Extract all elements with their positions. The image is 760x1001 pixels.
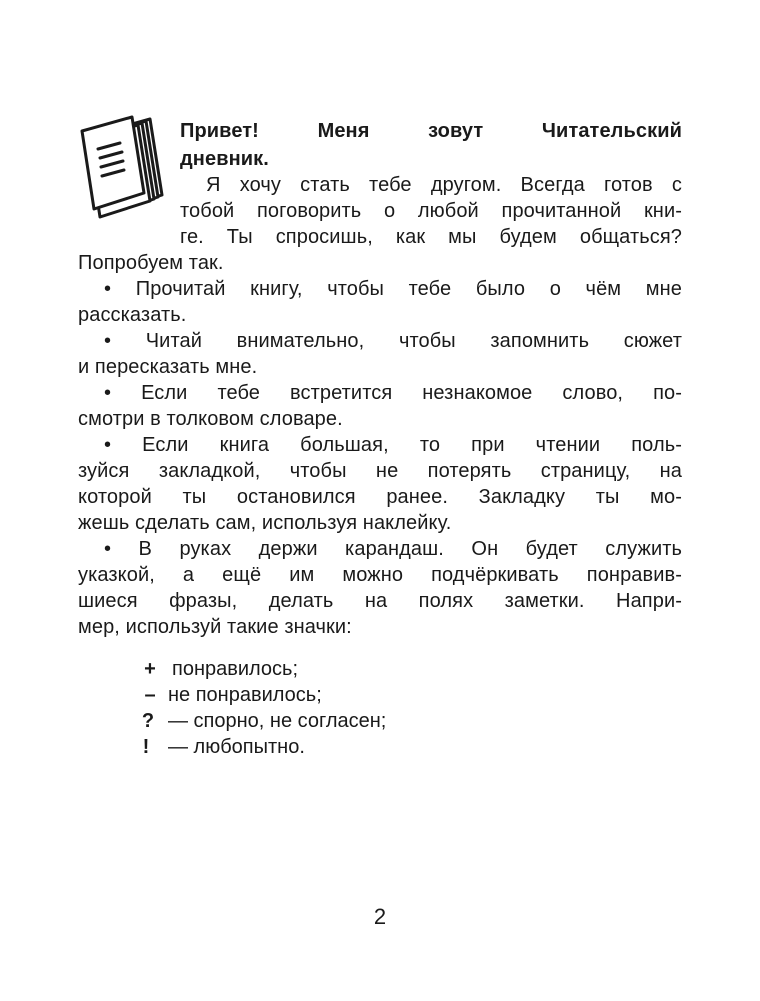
tip-line: мер, используй такие значки:	[78, 616, 352, 638]
tip-line: • В руках держи карандаш. Он будет служить	[104, 538, 682, 560]
tip-line: и пересказать мне.	[78, 356, 258, 378]
legend-text: — спорно, не согласен;	[168, 710, 387, 732]
tip-line: шиеся фразы, делать на полях заметки. Напри-	[78, 590, 682, 612]
plus-symbol: +	[144, 658, 156, 680]
exclamation-symbol: !	[142, 736, 150, 758]
greeting-line: дневник.	[180, 148, 269, 170]
legend-text: — любопытно.	[168, 736, 305, 758]
tip-line: которой ты остановился ранее. Закладку ты мо-	[78, 486, 682, 508]
tip-line: • Если тебе встретится незнакомое слово, по-	[104, 382, 682, 404]
tip-line: указкой, а ещё им можно подчёркивать понравив-	[78, 564, 682, 586]
tip-line: смотри в толковом словаре.	[78, 408, 343, 430]
tip-line: • Если книга большая, то при чтении поль-	[104, 434, 682, 456]
tip-line: жешь сделать сам, используя наклейку.	[78, 512, 452, 534]
minus-symbol: –	[144, 684, 156, 706]
page-number: 2	[373, 904, 387, 929]
intro-line: тобой поговорить о любой прочитанной кни-	[180, 200, 682, 222]
notebook-icon	[78, 113, 164, 225]
tip-line: зуйся закладкой, чтобы не потерять страницу, на	[78, 460, 682, 482]
intro-line: ге. Ты спросишь, как мы будем общаться?	[180, 226, 682, 248]
tip-line: • Читай внимательно, чтобы запомнить сюжет	[104, 330, 682, 352]
question-symbol: ?	[141, 710, 155, 732]
greeting-line: Привет! Меня зовут Читательский	[180, 120, 682, 142]
intro-line: Попробуем так.	[78, 252, 224, 274]
intro-line: Я хочу стать тебе другом. Всегда готов с	[206, 174, 682, 196]
legend-text: не понравилось;	[168, 684, 322, 706]
tip-line: • Прочитай книгу, чтобы тебе было о чём мне	[104, 278, 682, 300]
legend-text: понравилось;	[172, 658, 299, 680]
tip-line: рассказать.	[78, 304, 187, 326]
